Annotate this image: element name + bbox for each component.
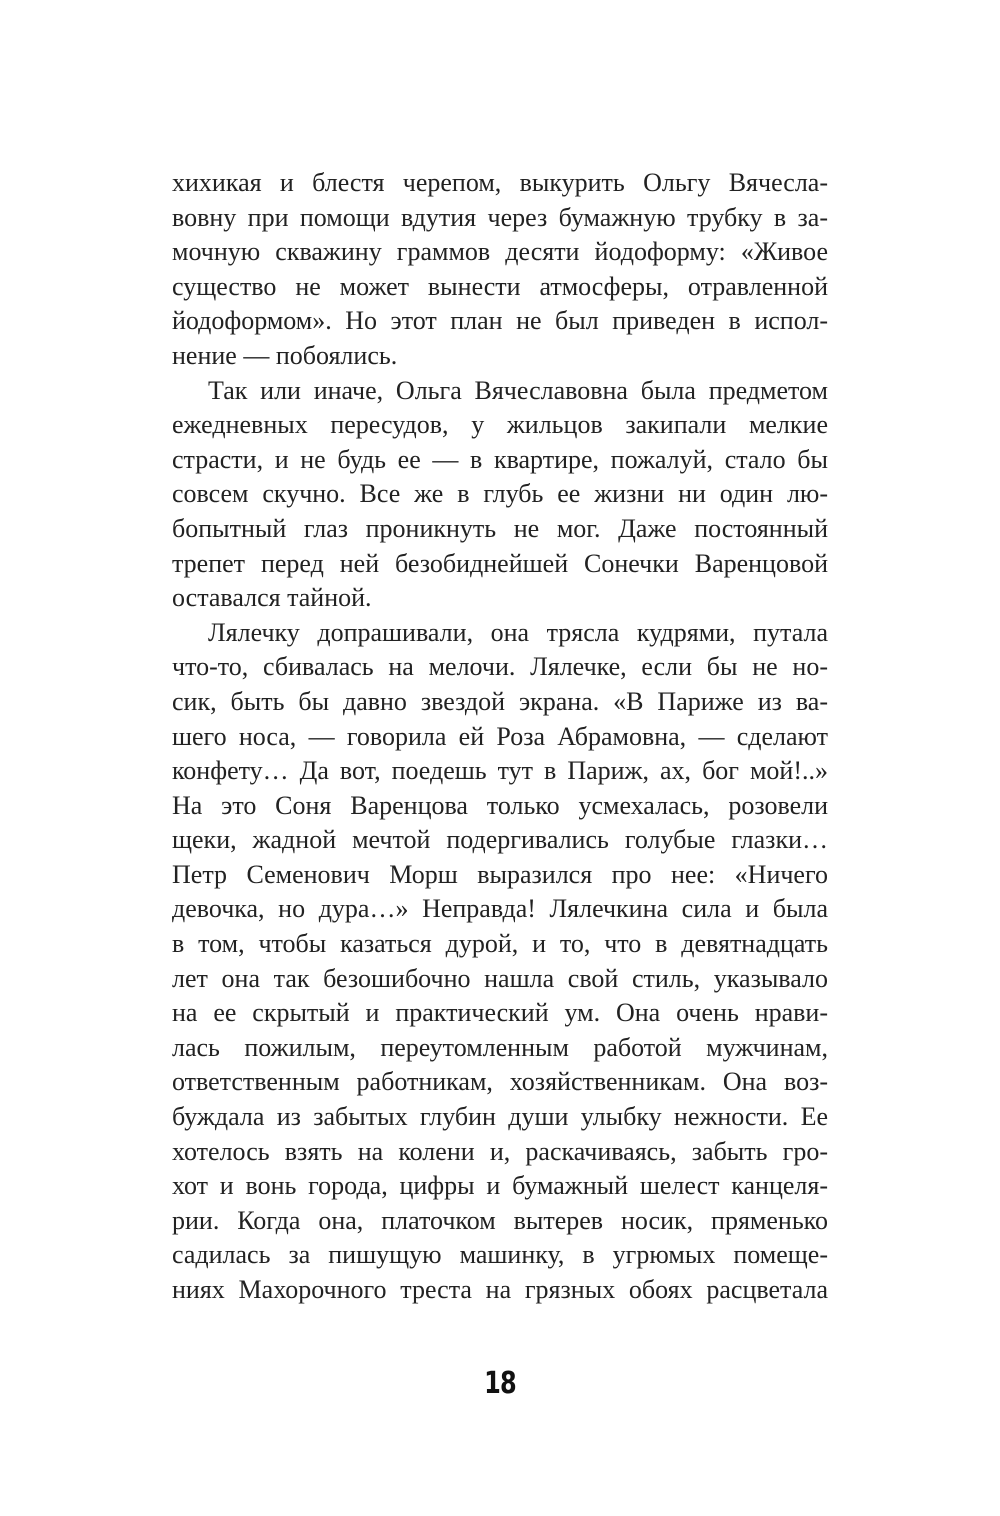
text-line: оставался тайной. (172, 583, 372, 613)
text-line: рии. Когда она, платочком вытерев носик, пряменько (172, 1205, 828, 1235)
text-line: девочка, но дура…» Неправда! Лялечкина сила и была (172, 894, 828, 924)
text-line: в том, чтобы казаться дурой, и то, что в девятнадцать (172, 929, 828, 959)
text-line: ниях Махорочного треста на грязных обоях расцветала (172, 1275, 828, 1304)
text-line: хот и вонь города, цифры и бумажный шелест канцеля- (172, 1171, 828, 1201)
text-line: щеки, жадной мечтой подергивались голубые глазки… (172, 825, 828, 855)
text-line: На это Соня Варенцова только усмехалась, розовели (172, 790, 828, 820)
text-line: на ее скрытый и практический ум. Она очень нрави- (172, 998, 828, 1028)
text-line: совсем скучно. Все же в глубь ее жизни ни один лю- (172, 479, 828, 509)
text-line: существо не может вынести атмосферы, отравленной (172, 271, 828, 301)
text-line: мочную скважину граммов десяти йодоформу: «Живое (172, 237, 828, 267)
text-line: шего носа, — говорила ей Роза Абрамовна, — сделают (172, 721, 828, 751)
text-line: лась пожилым, переутомленным работой мужчинам, (172, 1032, 828, 1062)
text-line: ежедневных пересудов, у жильцов закипали мелкие (172, 410, 828, 440)
text-line: сик, быть бы давно звездой экрана. «В Париже из ва- (172, 686, 828, 716)
text-line: что-то, сбивалась на мелочи. Лялечке, если бы не но- (172, 652, 828, 682)
page-number: 18 (484, 1366, 516, 1401)
text-line: конфету… Да вот, поедешь тут в Париж, ах, бог мой!..» (172, 756, 828, 786)
text-line: бопытный глаз проникнуть не мог. Даже постоянный (172, 513, 828, 543)
text-line: ответственным работникам, хозяйственникам. Она воз- (172, 1067, 828, 1097)
body-text (172, 166, 828, 1308)
text-line: Лялечку допрашивали, она трясла кудрями, путала (208, 617, 828, 647)
text-line: йодоформом». Но этот план не был приведен в испол- (172, 306, 828, 336)
text-line: страсти, и не будь ее — в квартире, пожалуй, стало бы (172, 444, 828, 474)
text-line: трепет перед ней безобиднейшей Сонечки Варенцовой (172, 548, 828, 578)
text-line: Так или иначе, Ольга Вячеславовна была предметом (208, 375, 828, 405)
text-line: хихикая и блестя черепом, выкурить Ольгу Вячесла- (172, 168, 828, 197)
text-line: вовну при помощи вдутия через бумажную трубку в за- (172, 202, 828, 232)
text-line: нение — побоялись. (172, 340, 398, 370)
text-line: буждала из забытых глубин души улыбку нежности. Ее (172, 1102, 828, 1132)
text-line: Петр Семенович Морш выразился про нее: «Ничего (172, 859, 828, 889)
text-line: садилась за пишущую машинку, в угрюмых помеще- (172, 1240, 828, 1270)
text-line: лет она так безошибочно нашла свой стиль, указывало (172, 963, 828, 993)
text-line: хотелось взять на колени и, раскачиваясь, забыть гро- (172, 1136, 828, 1166)
